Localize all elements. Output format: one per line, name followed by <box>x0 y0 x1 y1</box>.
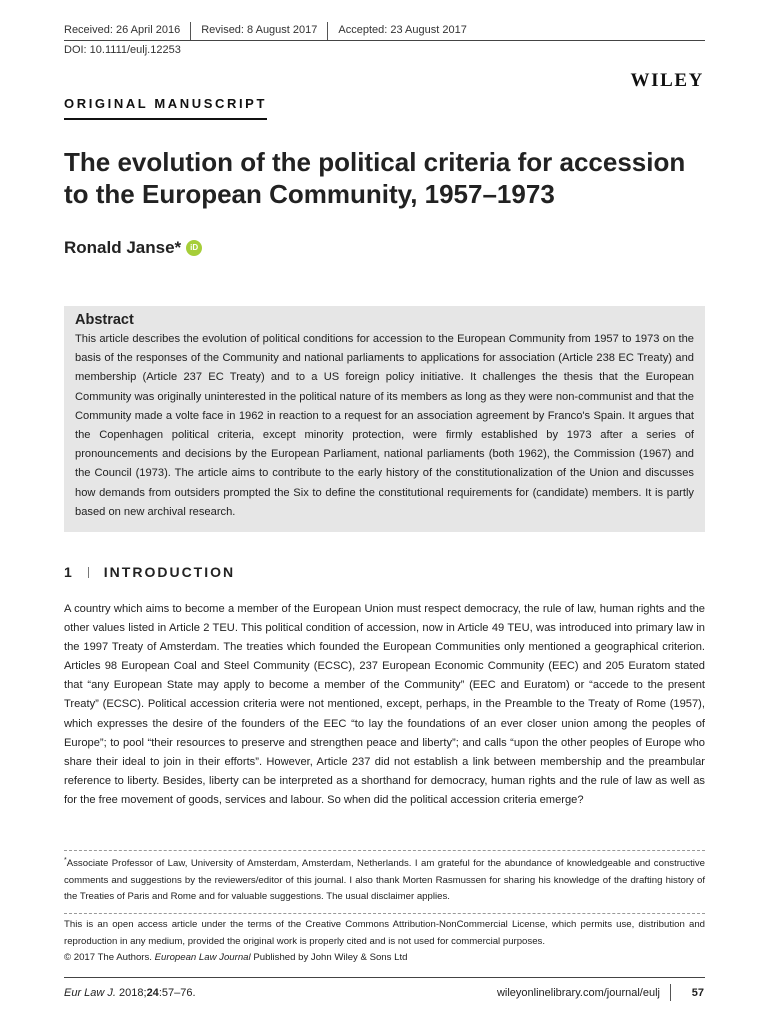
footer-rule <box>64 977 705 978</box>
manuscript-type: ORIGINAL MANUSCRIPT <box>64 96 267 120</box>
author-footnote <box>64 853 705 906</box>
journal-year: 2018; <box>119 987 147 999</box>
journal-pages: :57–76. <box>158 987 196 999</box>
date-divider <box>327 22 328 41</box>
license-text: This is an open access article under the terms of the Creative Commons Attribution-NonCommercial License, which permits use, distribution and reproduction in any medium, provided the original work is properly cited and is not used for commercial purposes. <box>64 919 705 947</box>
header-rule <box>64 40 705 41</box>
footnote-text: Associate Professor of Law, University of Amsterdam, Amsterdam, Netherlands. I am grateful for the abundance of knowledgeable and constructive comments and suggestions by the reviewers/editor of this journal. I also thank Morten Rasmussen for sharing his knowledge of the drafting history of the Treaties of Paris and Rome and for valuable suggestions. The usual disclaimer applies. <box>64 858 705 903</box>
author-line <box>64 238 202 258</box>
date-divider <box>190 22 191 41</box>
article-title: The evolution of the political criteria for accession to the European Community, 1957–1973 <box>64 147 686 209</box>
section-heading <box>64 564 235 580</box>
section-title: INTRODUCTION <box>103 564 236 580</box>
abstract-heading: Abstract <box>75 312 134 328</box>
article-dates <box>64 22 467 42</box>
section-number: 1 <box>64 564 74 580</box>
license-journal-name: European Law Journal <box>154 952 251 963</box>
footnote-marker: * <box>64 857 67 864</box>
accepted-date: Accepted: 23 August 2017 <box>338 24 467 36</box>
received-date: Received: 26 April 2016 <box>64 24 181 36</box>
license-publisher: Published by John Wiley & Sons Ltd <box>253 952 408 963</box>
page-number: 57 <box>691 987 704 999</box>
revised-date: Revised: 8 August 2017 <box>201 24 318 36</box>
abstract-box <box>64 306 705 532</box>
section-divider <box>88 567 89 578</box>
footnote-rule <box>64 850 705 851</box>
doi: DOI: 10.1111/eulj.12253 <box>64 44 181 56</box>
journal-abbrev: Eur Law J. <box>64 987 116 999</box>
abstract-text: This article describes the evolution of political conditions for accession to the European Community from 1957 to 1973 on the basis of the responses of the Community and national parliaments to applications for association (Article 238 EC Treaty) and membership (Article 237 EC Treaty) and to a US foreign policy initiative. It challenges the thesis that the European Community was originally uninterested in the political nature of its members as long as they were non-communist and that the Community made a volte face in 1962 in reaction to a request for an association agreement by Franco's Spain. It argues that the Copenhagen political criteria, except minority protection, were firmly established by 1973 after a series of pronouncements and decisions by the European Parliament, national parliaments (both 1962), the Commission (1967) and the Council (1973). The article aims to contribute to the early history of the constitutionalization of the Union and discusses how demands from outsiders prompted the Six to define the constitutional requirements for (candidate) members. It is partly based on new archival research. <box>75 333 694 518</box>
journal-url-link[interactable]: wileyonlinelibrary.com/journal/eulj <box>496 987 660 999</box>
publisher-logo: WILEY <box>630 70 704 91</box>
journal-volume: 24 <box>146 987 159 999</box>
copyright-text: © 2017 The Authors. <box>64 952 152 963</box>
orcid-icon[interactable]: iD <box>186 240 202 256</box>
license-notice <box>64 917 705 967</box>
footer-divider <box>670 984 671 1001</box>
license-rule <box>64 913 705 914</box>
introduction-paragraph: A country which aims to become a member of the European Union must respect democracy, the rule of law, human rights and the other values listed in Article 2 TEU. This political condition of accession, now in Article 49 TEU, was introduced into primary law in the 1997 Treaty of Amsterdam. The treaties which founded the European Communities only mentioned a geographical criterion. Articles 98 European Coal and Steel Community (ECSC), 237 European Economic Community (EEC) and 205 Euratom stated that “any European State may apply to become a member of the Community” (EEC and Euratom) or “accede to the present Treaty” (ECSC). Political accession criteria were not mentioned, except, perhaps, in the Preamble to the Treaty of Rome (1957), which expresses the desire of the founders of the EEC “to lay the foundations of an ever closer union among the peoples of Europe”; to pool “their resources to preserve and strengthen peace and liberty”; and calls “upon the other peoples of Europe who share their ideal to join in their efforts”. However, Article 237 did not establish a link between membership and the preambular reference to liberty. Besides, liberty can be interpreted as a shorthand for democracy, human rights and the rule of law as well as for the free movement of goods, services and labour. So when did the political accession criteria emerge? <box>64 603 705 806</box>
author-name: Ronald Janse* <box>64 238 182 257</box>
journal-citation <box>64 987 196 999</box>
